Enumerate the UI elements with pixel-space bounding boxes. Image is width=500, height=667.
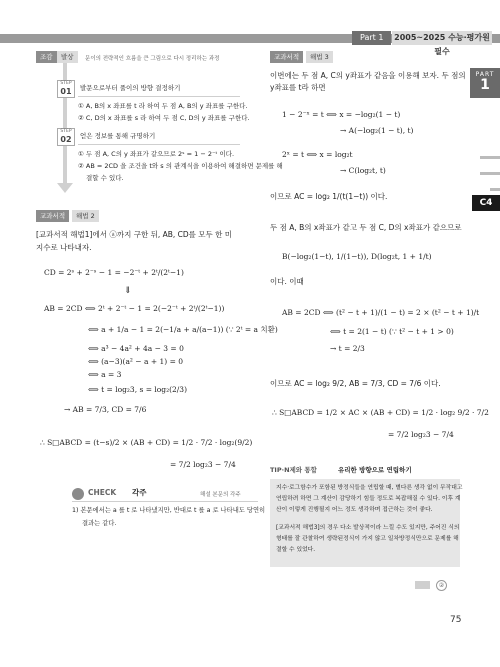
eq-cubic: ⟺ a³ − 4a² + 4a − 3 = 0 [88, 344, 184, 353]
eq-area: ∴ S□ABCD = (t−s)/2 × (AB + CD) = 1/2 · 7/2 · log₂(9/2) [40, 438, 253, 447]
tip-line4: [교과서적 해법3]의 경우 다소 발상적이라 느낄 수도 있지만, 주어진 식의 [276, 525, 460, 531]
r-eq-a-x: 1 − 2⁻ˣ = t ⟺ x = −log₂(1 − t) [282, 110, 401, 119]
sol2-text2: 지수로 나타내자. [36, 243, 92, 252]
r-eq-bd: B(−log₂(1−t), 1/(1−t)), D(log₂t, 1 + 1/t) [282, 252, 432, 261]
r-eq-ab-2cd: AB = 2CD ⟺ (t² − t + 1)/(1 − t) = 2 × (t² − t + 1)/t [282, 308, 480, 317]
intro-label-2: 발상 [57, 51, 78, 63]
page-number: 75 [450, 615, 462, 625]
intro-label: 조감 [36, 51, 57, 63]
r-eq-c-point: → C(log₂t, t) [340, 166, 386, 175]
r-text5: 이다. 이때 [270, 277, 304, 286]
r-eq-c-x: 2ˣ = t ⟺ x = log₂t [282, 150, 353, 159]
check-line2: 결과는 같다. [82, 520, 117, 527]
side-divider [480, 172, 500, 175]
page-indicator-bar [415, 581, 430, 589]
eq-cd: CD = 2ˢ + 2⁻ˢ − 1 = −2⁻ᵗ + 2ᵗ/(2ᵗ−1) [44, 268, 184, 277]
tip-line6: 결할 수 있었다. [276, 547, 316, 553]
series-tab: 2005~2025 수능·평가원 필수 [392, 31, 492, 45]
side-divider [480, 156, 500, 159]
eq-area-result: = 7/2 log₂3 − 7/4 [170, 460, 236, 469]
step1-line2: ② C, D의 x 좌표를 s 라 하여 두 점 C, D의 y 좌표를 구한다. [78, 114, 250, 122]
r-eq-a-point: → A(−log₂(1 − t), t) [340, 126, 414, 135]
step2-divider [78, 144, 240, 145]
step2-badge-text: STEP [60, 129, 72, 134]
eq-ts: ⟺ t = log₂3, s = log₂(2/3) [88, 385, 188, 394]
check-divider [72, 501, 258, 502]
sol2-label-2: 해법 2 [72, 210, 99, 222]
sol3-label: 교과서적 [270, 51, 303, 63]
part-number: 1 [480, 77, 490, 93]
check-line1: 1) 본문에서는 a 를 t 로 나타냈지만, 반대로 t 를 a 로 나타내도 당연히 [72, 507, 266, 514]
r-text1: 이번에는 두 점 A, C의 y좌표가 같음을 이용해 보자. 두 점의 [270, 71, 466, 80]
r-text6: 이므로 AC = log₂ 9/2, AB = 7/3, CD = 7/6 이다. [270, 379, 441, 388]
step2-title: 얻은 정보를 통해 규명하기 [80, 132, 156, 140]
step1-divider [78, 96, 240, 97]
check-title: 각주 [132, 488, 147, 497]
sol2-text1: [교과서적 해법1]에서 ⓐ까지 구한 뒤, AB, CD를 모두 한 미 [36, 230, 233, 239]
eq-a: ⟺ a = 3 [88, 370, 122, 379]
step1-number: 01 [60, 87, 72, 96]
r-text4: 두 점 A, B의 x좌표가 같고 두 점 C, D의 x좌표가 같으므로 [270, 223, 462, 232]
step2-number: 02 [60, 135, 72, 144]
part-tab: Part 1 [352, 31, 391, 45]
tip-subtitle: 유리한 방향으로 연립하기 [338, 466, 412, 474]
tip-line5: 형태를 잘 관찰하여 생략된정식이 가지 않고 일차방정식만으로 문제를 해 [276, 536, 459, 542]
step1-line1: ① A, B의 x 좌표를 t 라 하여 두 점 A, B의 y 좌표를 구한다. [78, 102, 248, 110]
part-badge [470, 68, 500, 98]
check-icon [72, 488, 84, 500]
part-label: PART [475, 71, 495, 78]
step2-line1: ① 두 점 A, C의 y 좌표가 같으므로 2ˢ = 1 − 2⁻ᵗ 이다. [78, 150, 235, 158]
r-eq-t-relation: ⟺ t = 2(1 − t) (∵ t² − t + 1 > 0) [330, 327, 454, 336]
r-eq-area: ∴ S□ABCD = 1/2 × AC × (AB + CD) = 1/2 · log₂ 9/2 · 7/2 [272, 408, 489, 417]
intro-note: 문이의 전략적인 흐름을 큰 그림으로 다시 정리하는 과정 [85, 56, 220, 62]
step1-badge [57, 80, 75, 98]
step2-badge [57, 128, 75, 146]
step2-line2: ② AB = 2CD 을 조건을 t와 s 의 관계식을 이용하여 해결하면 문제를 해 [78, 162, 283, 170]
step1-badge-text: STEP [60, 81, 72, 86]
flow-arrow-head [57, 183, 73, 193]
sol2-label: 교과서적 [36, 210, 69, 222]
tip-line3: 산이 이렇게 진행될지 어느 정도 생각하며 접근하는 것이 좋다. [276, 507, 433, 513]
page-indicator-circle: ② [436, 580, 447, 591]
tip-title: TIP·N제와 통합 [270, 466, 317, 474]
tip-line1: 지수·로그함수가 포함된 방정식들을 연립할 때, 별다른 생각 없이 무작대고 [276, 485, 463, 491]
down-arrow: ⇓ [124, 286, 132, 296]
check-right: 해설 본문의 각주 [200, 492, 241, 498]
check-label: CHECK [88, 488, 117, 497]
r-text3: 이므로 AC = log₂ 1/(t(1−t)) 이다. [270, 192, 388, 201]
eq-factor: ⟺ (a−3)(a² − a + 1) = 0 [88, 357, 184, 366]
r-text2: y좌표를 t라 하면 [270, 83, 326, 92]
eq-lengths: → AB = 7/3, CD = 7/6 [64, 405, 147, 414]
chapter-badge: C4 [472, 195, 500, 211]
step1-title: 발문으로부터 풀이의 방향 결정하기 [80, 84, 181, 92]
tip-line2: 연립하려 하면 그 계산이 감당하기 힘들 정도로 복잡해질 수 있다. 이후 계 [276, 496, 461, 502]
step2-line3: 결할 수 있다. [86, 174, 124, 182]
r-eq-area-result: = 7/2 log₂3 − 7/4 [388, 430, 454, 439]
side-divider [490, 188, 500, 191]
eq-sub: ⟺ a + 1/a − 1 = 2(−1/a + a/(a−1)) (∵ 2ᵗ = a 치환) [88, 325, 278, 334]
eq-ab-2cd: AB = 2CD ⟺ 2ᵗ + 2⁻ᵗ − 1 = 2(−2⁻ᵗ + 2ᵗ/(2ᵗ−1)) [44, 304, 225, 313]
r-eq-t: → t = 2/3 [330, 344, 365, 353]
sol3-label-2: 해법 3 [306, 51, 333, 63]
